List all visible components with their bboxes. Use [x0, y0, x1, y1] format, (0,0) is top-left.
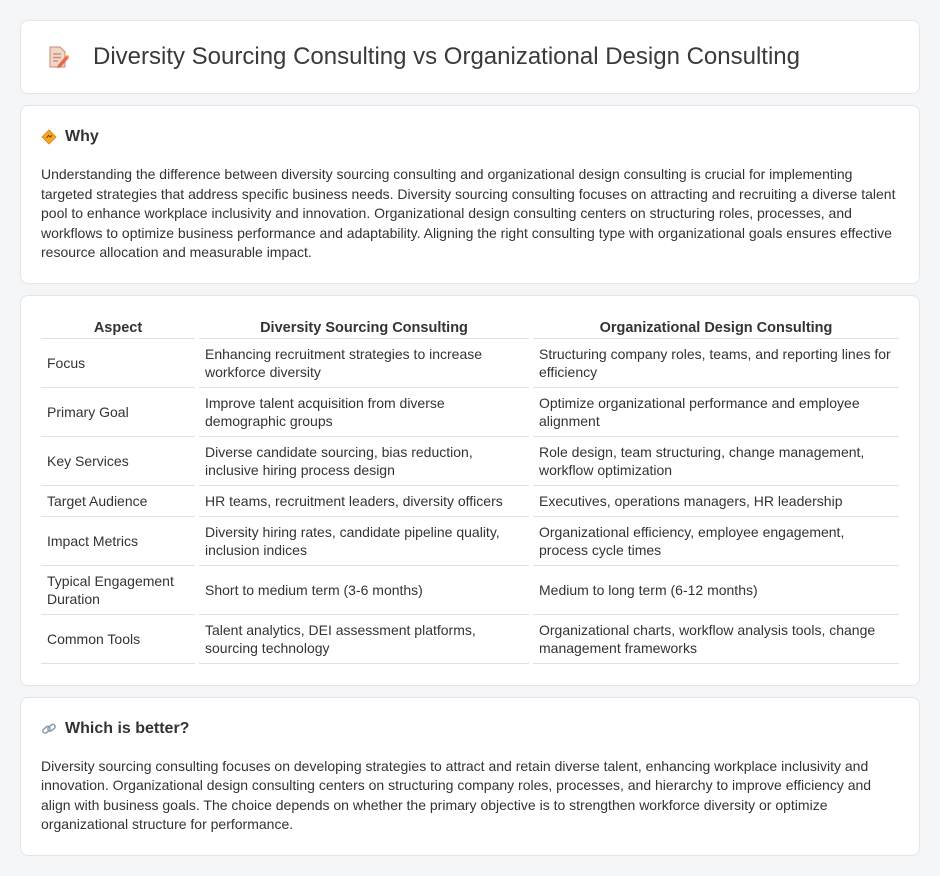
row-aspect: Target Audience	[41, 485, 195, 516]
row-org-design-value: Structuring company roles, teams, and reporting lines for efficiency	[533, 338, 899, 387]
row-diversity-value: Diverse candidate sourcing, bias reduction, inclusive hiring process design	[199, 436, 529, 485]
row-org-design-value: Optimize organizational performance and employee alignment	[533, 387, 899, 436]
why-heading-row	[41, 128, 899, 146]
column-header-organizational-design: Organizational Design Consulting	[599, 319, 833, 336]
row-org-design-value: Role design, team structuring, change management, workflow optimization	[533, 436, 899, 485]
row-diversity-value: Talent analytics, DEI assessment platforms, sourcing technology	[199, 614, 529, 664]
table-row	[41, 516, 899, 565]
row-diversity-value: HR teams, recruitment leaders, diversity officers	[199, 485, 529, 516]
comparison-table	[37, 317, 903, 664]
link-icon	[41, 721, 57, 737]
table-row	[41, 485, 899, 516]
row-aspect: Key Services	[41, 436, 195, 485]
better-heading: Which is better?	[65, 719, 190, 737]
why-section	[20, 105, 920, 284]
why-text: Understanding the difference between diversity sourcing consulting and organizational design consulting is crucial for implementing targeted strategies that address specific business needs. Diversity sourcing consulting focuses on attracting and recruiting a diverse talent pool to enhance workplace inclusivity and innovation. Organizational design consulting centers on structuring roles, processes, and workflows to optimize business performance and adaptability. Aligning the right consulting type with organizational goals ensures effective resource allocation and measurable impact.	[41, 166, 896, 260]
row-org-design-value: Organizational efficiency, employee engagement, process cycle times	[533, 516, 899, 565]
table-row	[41, 436, 899, 485]
table-row	[41, 338, 899, 387]
row-diversity-value: Diversity hiring rates, candidate pipeline quality, inclusion indices	[199, 516, 529, 565]
better-text: Diversity sourcing consulting focuses on developing strategies to attract and retain diverse talent, enhancing workplace inclusivity and innovation. Organizational design consulting centers on structuring company roles, processes, and hierarchy to improve efficiency and align with business goals. The choice depends on whether the primary objective is to strengthen workforce diversity or optimize organizational structure for performance.	[41, 757, 872, 832]
table-row	[41, 614, 899, 664]
better-heading-row	[41, 720, 899, 738]
which-is-better-section	[20, 697, 920, 856]
row-aspect: Common Tools	[41, 614, 195, 664]
row-diversity-value: Short to medium term (3-6 months)	[199, 565, 529, 614]
row-org-design-value: Executives, operations managers, HR leadership	[533, 485, 899, 516]
header-card	[20, 20, 920, 94]
table-header-row	[41, 317, 899, 338]
comparison-table-card	[20, 295, 920, 686]
row-diversity-value: Improve talent acquisition from diverse demographic groups	[199, 387, 529, 436]
row-aspect: Typical Engagement Duration	[41, 565, 195, 614]
table-row	[41, 565, 899, 614]
page-title: Diversity Sourcing Consulting vs Organizational Design Consulting	[93, 43, 801, 70]
column-header-diversity-sourcing: Diversity Sourcing Consulting	[260, 319, 468, 336]
row-org-design-value: Organizational charts, workflow analysis tools, change management frameworks	[533, 614, 899, 664]
column-header-aspect: Aspect	[93, 319, 143, 336]
row-aspect: Impact Metrics	[41, 516, 195, 565]
document-edit-icon	[47, 45, 69, 69]
why-heading: Why	[65, 128, 99, 145]
diamond-sign-icon	[41, 129, 57, 145]
row-aspect: Primary Goal	[41, 387, 195, 436]
row-diversity-value: Enhancing recruitment strategies to increase workforce diversity	[199, 338, 529, 387]
row-org-design-value: Medium to long term (6-12 months)	[533, 565, 899, 614]
table-row	[41, 387, 899, 436]
row-aspect: Focus	[41, 338, 195, 387]
